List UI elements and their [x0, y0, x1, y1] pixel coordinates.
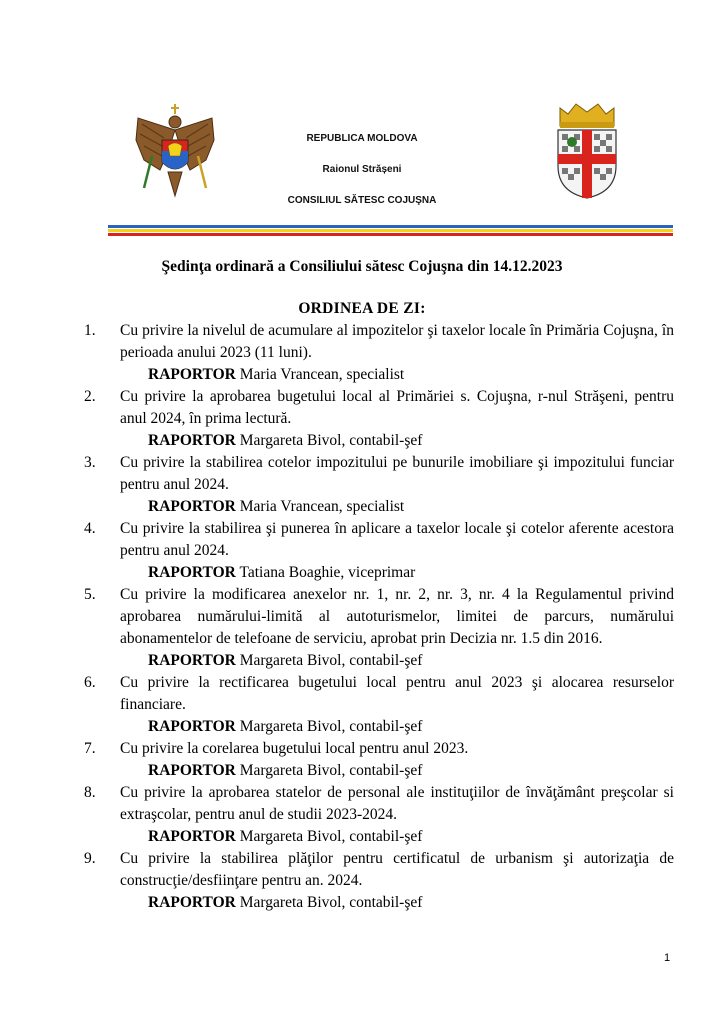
item-reporter: [84, 760, 674, 782]
header-district: Raionul Strășeni: [322, 164, 402, 175]
item-text: Cu privire la aprobarea bugetului local al Primăriei s. Cojuşna, r-nul Străşeni, pentru anul 2024, în prima lectură.: [120, 388, 674, 427]
header-country: REPUBLICA MOLDOVA: [306, 133, 418, 144]
item-reporter: [84, 650, 674, 672]
agenda-item: [84, 386, 674, 430]
header-council: CONSILIUL SĂTESC COJUŞNA: [287, 195, 437, 206]
item-text: Cu privire la rectificarea bugetului local pentru anul 2023 şi alocarea resurselor financiare.: [120, 674, 674, 713]
reporter-role: RAPORTOR: [148, 894, 236, 911]
item-reporter: [84, 716, 674, 738]
item-text: Cu privire la modificarea anexelor nr. 1, nr. 2, nr. 3, nr. 4 la Regulamentul privind aprobarea numărului-limită al autoturismelor, limitei de parcurs, numărului abonamentelor de telefoane de serviciu, aprobat prin Decizia nr. 1.5 din 2016.: [120, 586, 674, 647]
reporter-name: Margareta Bivol, contabil-şef: [239, 718, 423, 735]
reporter-role: RAPORTOR: [148, 366, 236, 383]
reporter-role: RAPORTOR: [148, 652, 236, 669]
item-text: Cu privire la stabilirea şi punerea în aplicare a taxelor locale şi cotelor aferente acestora pentru anul 2024.: [120, 520, 674, 559]
agenda-item: [84, 518, 674, 562]
item-number: 8.: [84, 784, 96, 801]
agenda-item: [84, 848, 674, 892]
item-number: 4.: [84, 520, 96, 537]
agenda-title: ORDINEA DE ZI:: [298, 300, 426, 317]
item-number: 6.: [84, 674, 96, 691]
reporter-role: RAPORTOR: [148, 762, 236, 779]
reporter-name: Tatiana Boaghie, viceprimar: [239, 564, 416, 581]
agenda-item: [84, 452, 674, 496]
yellow-stripe: [108, 229, 673, 232]
reporter-role: RAPORTOR: [148, 432, 236, 449]
agenda-item: [84, 672, 674, 716]
agenda-list: [84, 320, 674, 914]
session-title: Şedinţa ordinară a Consiliului sătesc Cojuşna din 14.12.2023: [161, 258, 563, 275]
moldova-coat-of-arms-icon: [130, 100, 220, 200]
item-number: 5.: [84, 586, 96, 603]
cojusna-coat-of-arms-icon: [554, 100, 620, 200]
item-reporter: [84, 562, 674, 584]
reporter-name: Margareta Bivol, contabil-şef: [239, 652, 423, 669]
reporter-name: Margareta Bivol, contabil-şef: [239, 894, 423, 911]
reporter-name: Margareta Bivol, contabil-şef: [239, 762, 423, 779]
blue-stripe: [108, 225, 673, 228]
item-reporter: [84, 430, 674, 452]
reporter-name: Margareta Bivol, contabil-şef: [239, 432, 423, 449]
reporter-role: RAPORTOR: [148, 564, 236, 581]
item-number: 3.: [84, 454, 96, 471]
agenda-item: [84, 584, 674, 650]
item-reporter: [84, 826, 674, 848]
item-text: Cu privire la stabilirea cotelor impozitului pe bunurile imobiliare şi impozitului funciar pentru anul 2024.: [120, 454, 674, 493]
item-reporter: [84, 364, 674, 386]
reporter-role: RAPORTOR: [148, 718, 236, 735]
item-text: Cu privire la nivelul de acumulare al impozitelor şi taxelor locale în Primăria Cojuşna, în perioada anului 2023 (11 luni).: [120, 322, 674, 361]
item-text: Cu privire la stabilirea plăţilor pentru certificatul de urbanism şi autorizaţia de construcţie/desfiinţare pentru an. 2024.: [120, 850, 674, 889]
reporter-role: RAPORTOR: [148, 828, 236, 845]
item-text: Cu privire la aprobarea statelor de personal ale instituţiilor de învăţământ preşcolar si extraşcolar, pentru anul de studii 2023-2024.: [120, 784, 674, 823]
item-reporter: [84, 496, 674, 518]
tricolor-divider: [108, 225, 673, 241]
item-number: 1.: [84, 322, 96, 339]
reporter-name: Margareta Bivol, contabil-şef: [239, 828, 423, 845]
item-number: 7.: [84, 740, 96, 757]
agenda-item: [84, 320, 674, 364]
item-number: 2.: [84, 388, 96, 405]
reporter-role: RAPORTOR: [148, 498, 236, 515]
item-text: Cu privire la corelarea bugetului local pentru anul 2023.: [120, 740, 469, 757]
reporter-name: Maria Vrancean, specialist: [239, 366, 405, 383]
red-stripe: [108, 233, 673, 236]
item-reporter: [84, 892, 674, 914]
item-number: 9.: [84, 850, 96, 867]
agenda-item: [84, 738, 674, 760]
reporter-name: Maria Vrancean, specialist: [239, 498, 405, 515]
page-number: 1: [664, 952, 671, 964]
agenda-item: [84, 782, 674, 826]
